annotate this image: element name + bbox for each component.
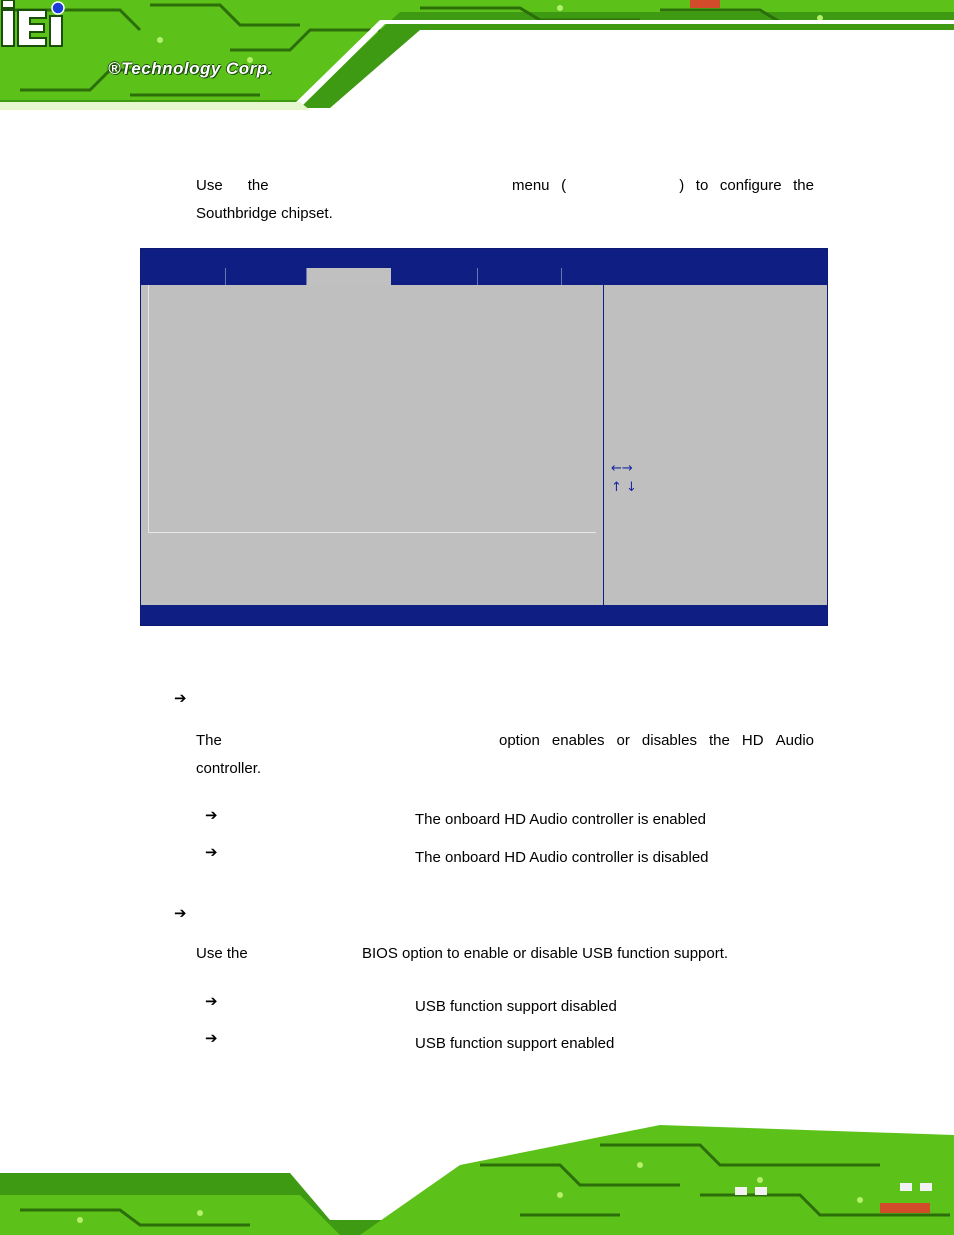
intro-word: ( xyxy=(561,177,567,194)
option-bullet-arrow-icon: ➔ xyxy=(205,806,218,824)
bios-tab xyxy=(141,268,226,285)
option-description: USB function support disabled xyxy=(415,998,617,1015)
intro-word: ) xyxy=(679,177,685,194)
section1-description xyxy=(196,727,814,783)
section2-description-suffix xyxy=(362,940,728,968)
bios-tab-active xyxy=(307,268,391,285)
desc-word: or xyxy=(616,732,630,749)
bios-tab xyxy=(478,268,562,285)
option-description: The onboard HD Audio controller is disabled xyxy=(415,849,709,866)
page-footer-banner xyxy=(0,1125,954,1235)
section2-description xyxy=(196,940,248,968)
intro-word: configure xyxy=(719,177,782,194)
intro-line-1 xyxy=(196,172,814,200)
intro-word: menu xyxy=(512,177,550,194)
bios-settings-frame xyxy=(148,285,596,533)
desc-word: HD xyxy=(741,732,764,749)
desc-word: enables xyxy=(551,732,605,749)
desc-prefix: Use the xyxy=(196,945,248,962)
intro-paragraph xyxy=(196,172,814,228)
bios-footer-bar xyxy=(141,605,827,625)
bios-menu-tabs xyxy=(141,268,827,285)
section-bullet-arrow-icon: ➔ xyxy=(174,904,187,922)
section1-line-1 xyxy=(196,727,814,755)
bios-tab xyxy=(391,268,478,285)
intro-word: Use xyxy=(196,177,223,194)
pcb-circuit-graphic xyxy=(0,0,954,112)
bios-settings-panel xyxy=(141,285,603,607)
bios-nav-keys xyxy=(611,459,637,497)
desc-word: the xyxy=(709,732,730,749)
desc-word: disables xyxy=(641,732,697,749)
option-description: The onboard HD Audio controller is enabled xyxy=(415,811,707,828)
bios-screenshot xyxy=(140,248,828,626)
intro-word: the xyxy=(793,177,814,194)
section-bullet-arrow-icon: ➔ xyxy=(174,689,187,707)
desc-word: option xyxy=(499,732,540,749)
bios-help-panel xyxy=(603,285,827,607)
intro-word: the xyxy=(247,177,269,194)
option-bullet-arrow-icon: ➔ xyxy=(205,843,218,861)
page-header-banner xyxy=(0,0,954,112)
bios-title-bar xyxy=(141,249,827,268)
up-down-arrows-icon: ↑ ↓ xyxy=(611,480,637,495)
option-bullet-arrow-icon: ➔ xyxy=(205,1029,218,1047)
iei-logo-icon xyxy=(0,0,68,48)
bios-tab xyxy=(226,268,307,285)
intro-word: to xyxy=(695,177,709,194)
desc-word: Audio xyxy=(775,732,814,749)
intro-line-2: Southbridge chipset. xyxy=(196,205,333,222)
left-right-arrows-icon: ←→ xyxy=(611,461,633,476)
option-description: USB function support enabled xyxy=(415,1035,615,1052)
section1-line-2: controller. xyxy=(196,760,262,777)
desc-word: The xyxy=(196,732,222,749)
brand-text: ®Technology Corp. xyxy=(108,59,273,78)
desc-suffix: BIOS option to enable or disable USB function support. xyxy=(362,945,729,962)
option-bullet-arrow-icon: ➔ xyxy=(205,992,218,1010)
pcb-circuit-graphic xyxy=(0,1125,954,1235)
